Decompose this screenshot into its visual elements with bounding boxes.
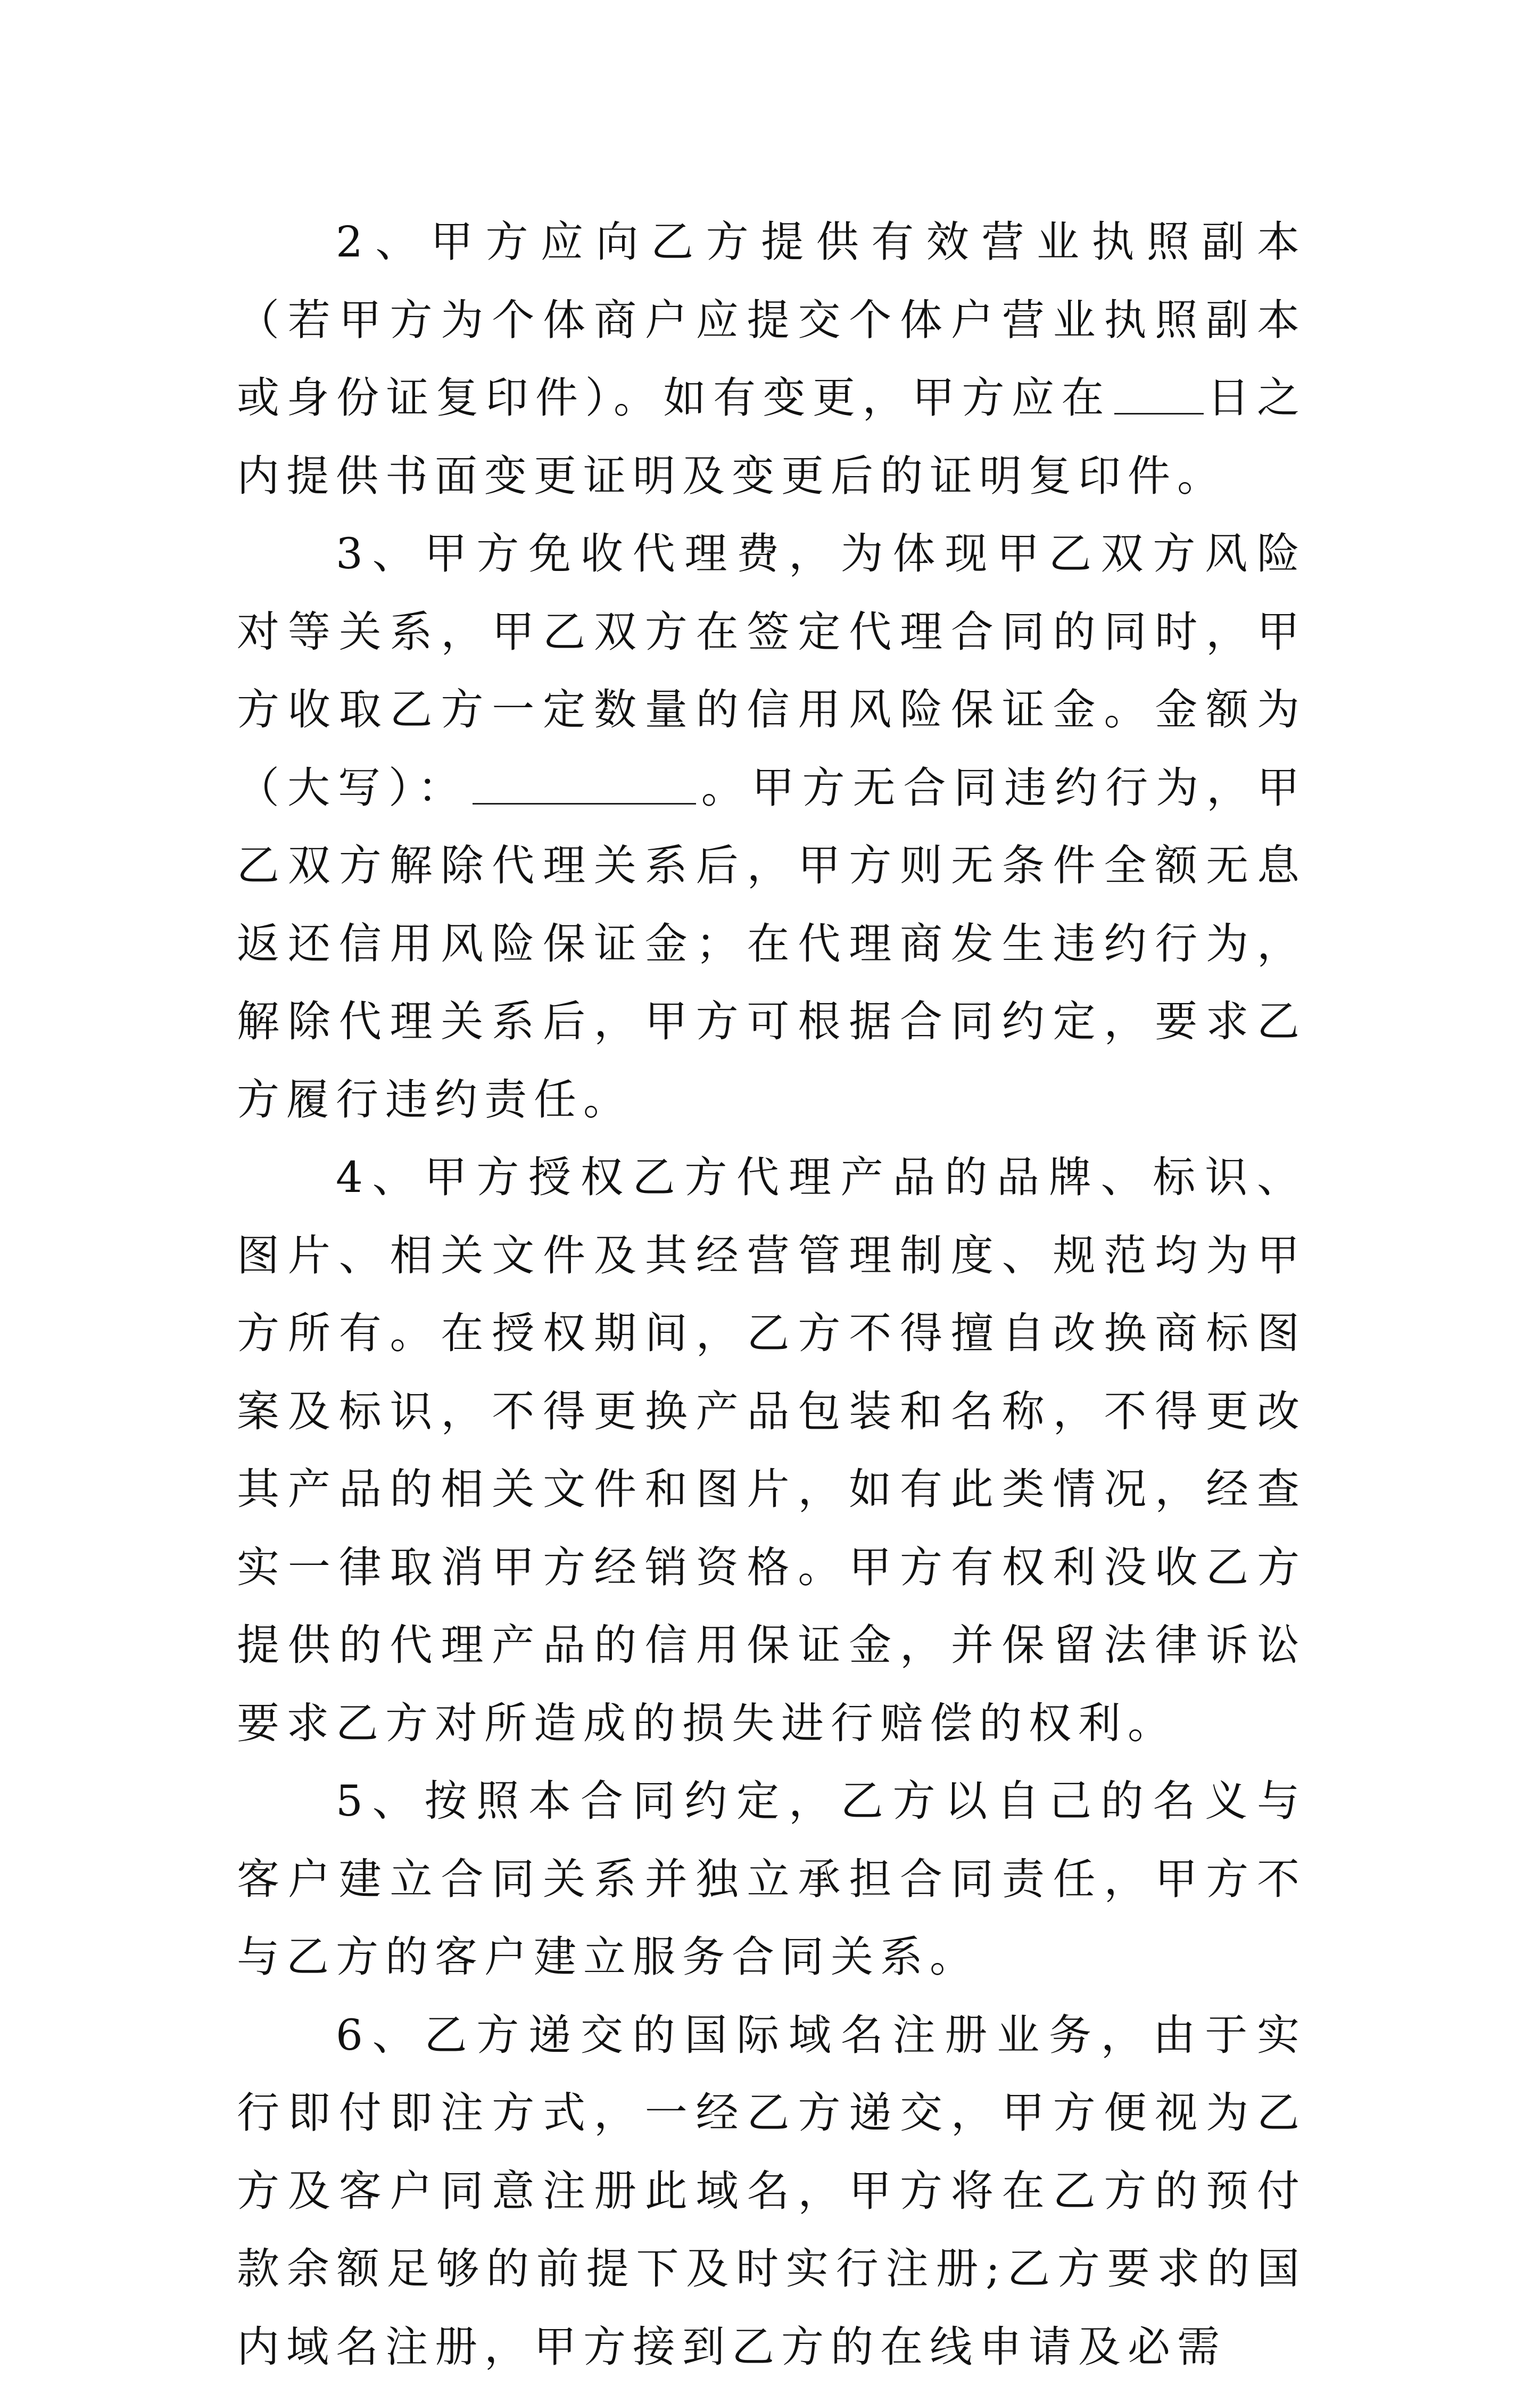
clause-6-text: 6、乙方递交的国际域名注册业务，由于实行即付即注方式，一经乙方递交，甲方便视为乙方及客户同意注册此域名，甲方将在乙方的预付款余额足够的前提下及时实行注册;乙方要求的国内域名注册，甲方接到乙方的在线申请及必需 bbox=[237, 2010, 1306, 2372]
clause-5-text: 5、按照本合同约定，乙方以自己的名义与客户建立合同关系并独立承担合同责任，甲方不与乙方的客户建立服务合同关系。 bbox=[237, 1776, 1306, 1982]
clause-6 bbox=[237, 1996, 1306, 2386]
clause-5 bbox=[237, 1762, 1306, 1996]
clause-3 bbox=[237, 515, 1306, 1139]
clause-3-text-after: 。甲方无合同违约行为，甲乙双方解除代理关系后，甲方则无条件全额无息返还信用风险保证金；在代理商发生违约行为，解除代理关系后，甲方可根据合同约定，要求乙方履行违约责任。 bbox=[237, 763, 1306, 1124]
days-blank-field bbox=[1114, 378, 1204, 415]
clause-2-text-after: 日之内提供书面变更证明及变更后的证明复印件。 bbox=[237, 373, 1306, 501]
clause-3-text: 3、甲方免收代理费，为体现甲乙双方风险对等关系，甲乙双方在签定代理合同的同时，甲方收取乙方一定数量的信用风险保证金。金额为（大写）： bbox=[237, 529, 1306, 813]
clause-4-text: 4、甲方授权乙方代理产品的品牌、标识、图片、相关文件及其经营管理制度、规范均为甲方所有。在授权期间，乙方不得擅自改换商标图案及标识，不得更换产品包装和名称，不得更改其产品的相关文件和图片，如有此类情况，经查实一律取消甲方经销资格。甲方有权利没收乙方提供的代理产品的信用保证金，并保留法律诉讼要求乙方对所造成的损失进行赔偿的权利。 bbox=[237, 1153, 1306, 1748]
clause-2-text: 2、甲方应向乙方提供有效营业执照副本（若甲方为个体商户应提交个体户营业执照副本或身份证复印件）。如有变更，甲方应在 bbox=[237, 217, 1306, 422]
clause-4 bbox=[237, 1139, 1306, 1762]
clause-2 bbox=[237, 203, 1306, 515]
document-body bbox=[237, 203, 1306, 2386]
amount-blank-field bbox=[473, 768, 696, 805]
